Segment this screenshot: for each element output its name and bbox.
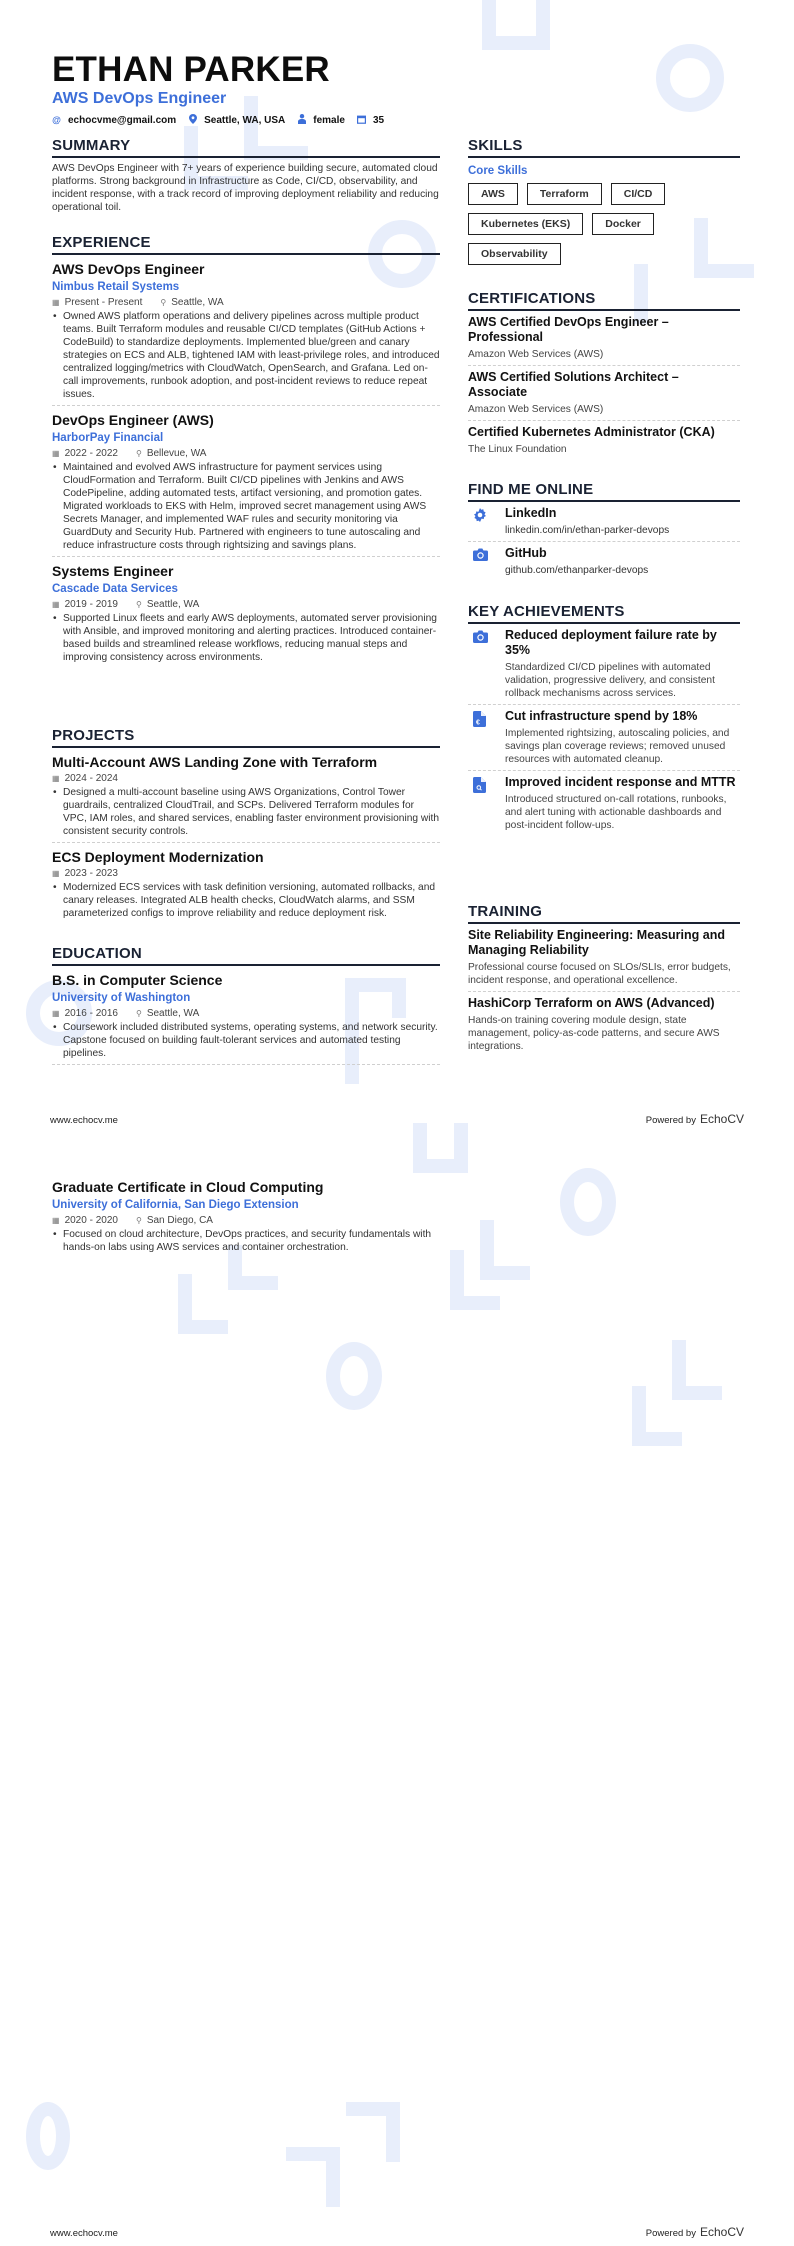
school-name: University of California, San Diego Extension xyxy=(52,1199,299,1211)
education-description: • Focused on cloud architecture, DevOps practices, and security fundamentals with hands-on labs using AWS services and container orchestration. xyxy=(52,1228,440,1254)
skills-group-label: Core Skills xyxy=(468,165,528,177)
map-pin-icon: ⚲ xyxy=(135,1216,142,1225)
skills-section xyxy=(468,137,740,265)
certification-item xyxy=(468,311,740,366)
certification-issuer: The Linux Foundation xyxy=(468,444,567,455)
summary-text: AWS DevOps Engineer with 7+ years of experience building secure, automated cloud platforms. Strong background in Infrastructure as Code, CI/CD, observability, and incident response, with a track record of improving deployment reliability and reducing operational toil. xyxy=(52,163,439,213)
skill-tags xyxy=(468,183,740,265)
section-heading: PROJECTS xyxy=(52,727,440,748)
job-title: AWS DevOps Engineer xyxy=(52,261,205,277)
certification-item xyxy=(468,421,740,460)
achievements-section xyxy=(468,603,740,836)
school-name: University of Washington xyxy=(52,992,191,1004)
experience-section xyxy=(52,234,440,668)
project-title: Multi-Account AWS Landing Zone with Terraform xyxy=(52,754,378,770)
achievement-item xyxy=(468,705,740,771)
project-description: • Designed a multi-account baseline using AWS Organizations, Control Tower guardrails, centralized CloudTrail, and SCPs. Delivered Terraform modules for VPC, IAM roles, and shared services, enabling faster environment provisioning with consistent security controls. xyxy=(52,786,440,838)
achievement-description: Implemented rightsizing, autoscaling policies, and savings plan coverage reviews; removed unused resources with automated cleanup. xyxy=(505,728,730,765)
header xyxy=(52,52,440,126)
skill-tag: Terraform xyxy=(527,183,602,205)
project-description: • Modernized ECS services with task definition versioning, automated rollbacks, and canary releases. Integrated ALB health checks, CloudWatch alarms, and SSM parameterized configs to improve reliability and reduce deployment risk. xyxy=(52,881,440,920)
section-heading: EXPERIENCE xyxy=(52,234,440,255)
training-title: HashiCorp Terraform on AWS (Advanced) xyxy=(468,996,715,1010)
education-section xyxy=(52,945,440,1065)
skill-tag: Kubernetes (EKS) xyxy=(468,213,583,235)
contact-age: 35 xyxy=(357,115,384,126)
online-item-linkedin[interactable] xyxy=(468,502,740,542)
job-description: • Maintained and evolved AWS infrastructure for payment services using CloudFormation and Terraform. Built CI/CD pipelines with Jenkins and AWS CodePipeline, adding automated tests, artifact versioning, and promotion gates. Migrated workloads to EKS with Helm, improved secret management using AWS Secrets Manager, and implemented WAF rules and security monitoring via GuardDuty and Security Hub. Partnered with engineers to tune autoscaling and reduce infrastructure costs through rightsizing and savings plans. xyxy=(52,461,440,552)
job-dates: 2019 - 2019 xyxy=(64,599,118,610)
calendar-icon xyxy=(357,115,366,126)
training-description: Professional course focused on SLOs/SLIs, error budgets, incident response, and operational excellence. xyxy=(468,962,731,986)
training-description: Hands-on training covering module design, state management, policy-as-code patterns, and secure AWS integrations. xyxy=(468,1015,720,1052)
training-section xyxy=(468,903,740,1057)
experience-item xyxy=(52,406,440,557)
calendar-icon: ▦ xyxy=(52,449,60,458)
online-label: LinkedIn xyxy=(505,506,557,520)
company-name: Nimbus Retail Systems xyxy=(52,281,180,293)
camera-icon xyxy=(468,628,505,700)
camera-icon xyxy=(468,546,505,577)
project-dates: 2023 - 2023 xyxy=(64,868,118,879)
project-title: ECS Deployment Modernization xyxy=(52,849,264,865)
online-section xyxy=(468,481,740,581)
map-pin-icon: ⚲ xyxy=(135,600,142,609)
certifications-section xyxy=(468,290,740,460)
job-meta xyxy=(52,447,440,460)
euro-document-icon xyxy=(468,709,505,766)
section-heading: FIND ME ONLINE xyxy=(468,481,740,502)
calendar-icon: ▦ xyxy=(52,1009,60,1018)
job-title: Systems Engineer xyxy=(52,563,174,579)
section-heading: SKILLS xyxy=(468,137,740,158)
job-title: DevOps Engineer (AWS) xyxy=(52,412,214,428)
achievement-title: Reduced deployment failure rate by 35% xyxy=(505,628,717,657)
education-item xyxy=(52,1173,440,1258)
job-dates: Present - Present xyxy=(64,297,143,308)
job-location: Bellevue, WA xyxy=(146,448,207,459)
map-pin-icon: ⚲ xyxy=(135,1009,142,1018)
job-description: • Owned AWS platform operations and delivery pipelines across multiple product teams. Built Terraform modules and reusable CI/CD templates (GitHub Actions + CodeBuild) to standardize deployments. Implemented blue/green and canary strategies on ECS and ALB, tightened IAM with least-privilege roles, and introduced centralized logging/metrics with CloudWatch, OpenSearch, and Grafana. Led on-call improvements, runbook adoption, and post-incident reviews to reduce repeat issues. xyxy=(52,310,440,401)
footer-site-link[interactable]: www.echocv.me xyxy=(50,1115,118,1126)
project-item xyxy=(52,748,440,843)
online-url[interactable]: linkedin.com/in/ethan-parker-devops xyxy=(505,525,670,536)
job-dates: 2022 - 2022 xyxy=(64,448,118,459)
section-heading: KEY ACHIEVEMENTS xyxy=(468,603,740,624)
calendar-icon: ▦ xyxy=(52,298,60,307)
job-location: Seattle, WA xyxy=(146,599,200,610)
certification-name: AWS Certified Solutions Architect – Associate xyxy=(468,370,679,399)
education-location: Seattle, WA xyxy=(146,1008,200,1019)
education-description: • Coursework included distributed systems, operating systems, and network security. Capstone focused on building fault-tolerant services and automated testing pipelines. xyxy=(52,1021,440,1060)
project-meta xyxy=(52,867,440,880)
achievement-item xyxy=(468,624,740,705)
certification-name: AWS Certified DevOps Engineer – Professional xyxy=(468,315,669,344)
education-dates: 2016 - 2016 xyxy=(64,1008,118,1019)
project-meta xyxy=(52,772,440,785)
education-location: San Diego, CA xyxy=(146,1215,213,1226)
achievement-description: Introduced structured on-call rotations, runbooks, and alert tuning with actionable dashboards and post-incident follow-ups. xyxy=(505,794,727,831)
brand-logo: EchoCV xyxy=(699,2225,744,2239)
company-name: Cascade Data Services xyxy=(52,583,178,595)
section-heading: CERTIFICATIONS xyxy=(468,290,740,311)
person-icon xyxy=(297,114,306,126)
contact-gender: female xyxy=(297,114,345,126)
skill-tag: CI/CD xyxy=(611,183,666,205)
svg-text:€: € xyxy=(476,719,480,727)
project-item xyxy=(52,843,440,924)
search-document-icon xyxy=(468,775,505,832)
contact-row xyxy=(52,114,552,126)
resume-page-2 xyxy=(0,1123,794,2246)
summary-section xyxy=(52,137,440,214)
training-item xyxy=(468,924,740,992)
contact-email[interactable]: @ echocvme@gmail.com xyxy=(52,114,177,126)
calendar-icon: ▦ xyxy=(52,1216,60,1225)
certification-name: Certified Kubernetes Administrator (CKA) xyxy=(468,425,715,439)
degree: B.S. in Computer Science xyxy=(52,972,223,988)
training-item xyxy=(468,992,740,1057)
candidate-name: ETHAN PARKER xyxy=(52,50,330,89)
brand-logo: EchoCV xyxy=(699,1112,744,1126)
online-url[interactable]: github.com/ethanparker-devops xyxy=(505,565,649,576)
job-description: • Supported Linux fleets and early AWS deployments, automated server provisioning with Ansible, and improved monitoring and alerting practices. Introduced container-based builds and streamlined release workflows, reducing manual steps and improving consistency across environments. xyxy=(52,612,440,664)
map-pin-icon: ⚲ xyxy=(135,449,142,458)
education-meta xyxy=(52,1007,440,1020)
certification-item xyxy=(468,366,740,421)
project-dates: 2024 - 2024 xyxy=(64,773,118,784)
section-heading: TRAINING xyxy=(468,903,740,924)
calendar-icon: ▦ xyxy=(52,774,60,783)
candidate-title: AWS DevOps Engineer xyxy=(52,90,227,107)
job-location: Seattle, WA xyxy=(171,297,224,308)
experience-item xyxy=(52,557,440,668)
calendar-icon: ▦ xyxy=(52,869,60,878)
certification-issuer: Amazon Web Services (AWS) xyxy=(468,349,604,360)
achievement-title: Improved incident response and MTTR xyxy=(505,775,736,789)
skill-tag: AWS xyxy=(468,183,518,205)
section-heading: SUMMARY xyxy=(52,137,440,158)
job-meta xyxy=(52,598,440,611)
achievement-title: Cut infrastructure spend by 18% xyxy=(505,709,698,723)
job-meta xyxy=(52,296,440,309)
education-continued xyxy=(52,1173,440,1258)
section-heading: EDUCATION xyxy=(52,945,440,966)
company-name: HarborPay Financial xyxy=(52,432,164,444)
certification-issuer: Amazon Web Services (AWS) xyxy=(468,404,604,415)
achievement-description: Standardized CI/CD pipelines with automated validation, progressive delivery, and consistent rollback mechanisms across services. xyxy=(505,662,715,699)
education-meta xyxy=(52,1214,440,1227)
footer-site-link[interactable]: www.echocv.me xyxy=(50,2228,118,2239)
at-icon: @ xyxy=(52,115,61,125)
online-label: GitHub xyxy=(505,546,547,560)
projects-section xyxy=(52,727,440,924)
gear-icon xyxy=(468,506,505,537)
education-item xyxy=(52,966,440,1065)
map-pin-icon: ⚲ xyxy=(160,298,167,307)
training-title: Site Reliability Engineering: Measuring and Managing Reliability xyxy=(468,928,725,957)
calendar-icon: ▦ xyxy=(52,600,60,609)
contact-location: Seattle, WA, USA xyxy=(188,114,285,126)
footer-powered-by[interactable]: Powered by EchoCV xyxy=(645,2225,744,2239)
experience-item xyxy=(52,255,440,406)
skill-tag: Observability xyxy=(468,243,561,265)
degree: Graduate Certificate in Cloud Computing xyxy=(52,1179,324,1195)
skill-tag: Docker xyxy=(592,213,654,235)
achievement-item xyxy=(468,771,740,836)
footer-powered-by[interactable]: Powered by EchoCV xyxy=(645,1112,744,1126)
online-item-github[interactable] xyxy=(468,542,740,581)
map-pin-icon xyxy=(188,114,197,126)
education-dates: 2020 - 2020 xyxy=(64,1215,118,1226)
